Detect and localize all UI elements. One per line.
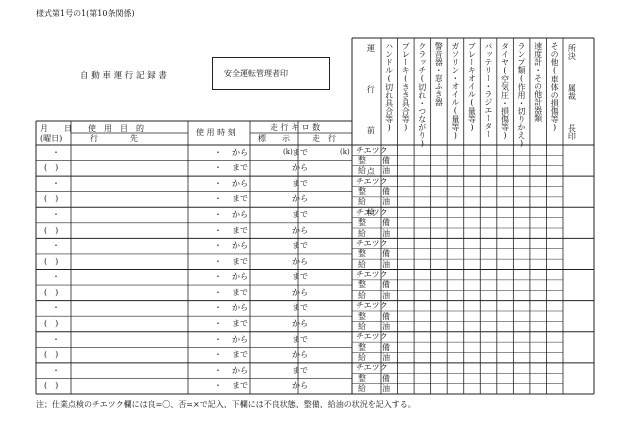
maintenance-label: 整 備 [358,280,390,290]
km-from: から [292,256,308,266]
time-dot: ・ [214,256,222,266]
km-unit-driven: (k) [340,147,350,156]
check-label: チエツク [356,238,388,248]
time-from: から [232,365,248,375]
fuel-label: 給 油 [358,321,390,331]
km-from: から [292,163,308,173]
time-dot: ・ [214,334,222,344]
day-dot: ・ [52,365,60,375]
approval-bottom: 長印 [567,124,577,140]
approval-top: 所決 [567,44,577,60]
header-weekday: (曜日) [40,134,63,143]
time-dot: ・ [214,350,222,360]
maintenance-label: 整 備 [358,155,390,165]
fuel-label: 給 油 [358,353,390,362]
time-dot: ・ [214,194,222,204]
check-label: チエツク [356,332,388,342]
time-dot: ・ [214,381,222,391]
inspection-item-9: ランプ類(作用・切りかえ) [517,42,527,148]
check-label: チエツク [356,176,388,186]
day-dot: ・ [52,334,60,344]
time-from: から [232,303,248,313]
inspection-item-4: 警音器・窓ふき器 [434,42,444,106]
inspection-item-7: バッテリー・ラジエーター [483,42,493,138]
fuel-label: 給 油 [358,197,390,207]
time-from: から [232,272,248,282]
inspection-item-1: ハンドル(切れ具合等) [384,42,394,132]
km-from: から [292,194,308,204]
fuel-label: 給 油 [358,228,390,238]
time-dot: ・ [214,287,222,297]
check-label: チエツク [356,363,388,373]
day-dot: ・ [52,178,60,188]
time-dot: ・ [214,225,222,235]
check-label: チエツク [356,145,388,155]
time-dot: ・ [214,210,222,220]
time-dot: ・ [214,163,222,173]
km-from: から [292,225,308,235]
inspection-item-2: ブレーキ(きき具合等) [401,42,411,132]
maintenance-label: 整 備 [358,311,390,321]
km-from: から [292,381,308,391]
header-driven: 走 行 [312,134,336,143]
time-dot: ・ [214,241,222,251]
day-dot: ・ [52,303,60,313]
weekday-paren: ( ) [44,225,59,235]
time-until: まで [232,225,248,235]
time-until: まで [232,350,248,360]
time-until: まで [232,287,248,297]
day-dot: ・ [52,272,60,282]
fuel-label: 給 油 [358,290,390,300]
time-dot: ・ [214,178,222,188]
maintenance-label: 整 備 [358,342,390,352]
header-distance: 走 行 キ ロ 数 [270,123,321,132]
time-dot: ・ [214,272,222,282]
check-label: チエツク [356,301,388,311]
header-purpose: 使 用 目 的 [88,124,144,133]
km-until: まで [292,178,308,188]
inspection-header: 運 行 前 点 検 [366,44,376,228]
km-until: まで [292,334,308,344]
km-until: まで [292,147,308,157]
time-from: から [232,147,248,157]
manager-seal-label: 安全運転管理者印 [224,69,288,78]
time-dot: ・ [214,303,222,313]
day-dot: ・ [52,147,60,157]
weekday-paren: ( ) [44,287,59,297]
inspection-item-10: 速度計・その他計器類 [533,42,543,122]
km-from: から [292,287,308,297]
form-number: 様式第1号の1(第10条関係) [36,9,135,18]
day-dot: ・ [52,210,60,220]
km-until: まで [292,241,308,251]
header-destination: 行 先 [90,134,138,143]
km-until: まで [292,272,308,282]
time-until: まで [232,194,248,204]
time-until: まで [232,163,248,173]
inspection-item-11: その他(車体の損傷等) [550,42,560,132]
weekday-paren: ( ) [44,318,59,328]
check-label: チエツク [356,270,388,279]
km-until: まで [292,303,308,313]
time-from: から [232,241,248,251]
fuel-label: 給 油 [358,166,390,176]
inspection-item-5: ガソリン・オイル(量等) [450,42,460,140]
time-until: まで [232,381,248,391]
header-month-day: 月 日 [40,124,72,133]
km-until: まで [292,210,308,220]
approval-middle: 属裁 [567,84,577,100]
header-indicator: 標 示 [258,134,290,143]
time-from: から [232,334,248,344]
weekday-paren: ( ) [44,163,59,173]
km-until: まで [292,365,308,375]
km-unit-indicator: (k) [283,147,293,156]
footnote: 注；仕業点検のチエツク欄には良=〇、否=×で記入、下欄には不良状態、整備、給油の状況を記入する。 [36,400,416,409]
weekday-paren: ( ) [44,194,59,204]
day-dot: ・ [52,241,60,251]
time-dot: ・ [214,147,222,157]
fuel-label: 給 油 [358,384,390,394]
km-from: から [292,350,308,360]
weekday-paren: ( ) [44,256,59,266]
inspection-item-8: タイヤ(空気圧・損傷等) [500,42,510,140]
weekday-paren: ( ) [44,350,59,360]
header-use-time: 使 用 時 刻 [196,128,236,137]
time-until: まで [232,318,248,328]
time-from: から [232,210,248,220]
maintenance-label: 整 備 [358,187,390,196]
fuel-label: 給 油 [358,259,390,269]
time-until: まで [232,256,248,266]
time-from: から [232,178,248,188]
maintenance-label: 整 備 [358,218,390,228]
page-title: 自 動 車 運 行 記 録 書 [80,71,167,81]
time-dot: ・ [214,318,222,328]
check-label: チエツク [356,207,388,217]
weekday-paren: ( ) [44,381,59,391]
inspection-item-3: クラッチ(切れ・つながり) [417,42,427,148]
inspection-item-6: ブレーキオイル(量等) [467,42,477,132]
time-dot: ・ [214,365,222,375]
maintenance-label: 整 備 [358,373,390,383]
km-from: から [292,318,308,328]
maintenance-label: 整 備 [358,249,390,259]
